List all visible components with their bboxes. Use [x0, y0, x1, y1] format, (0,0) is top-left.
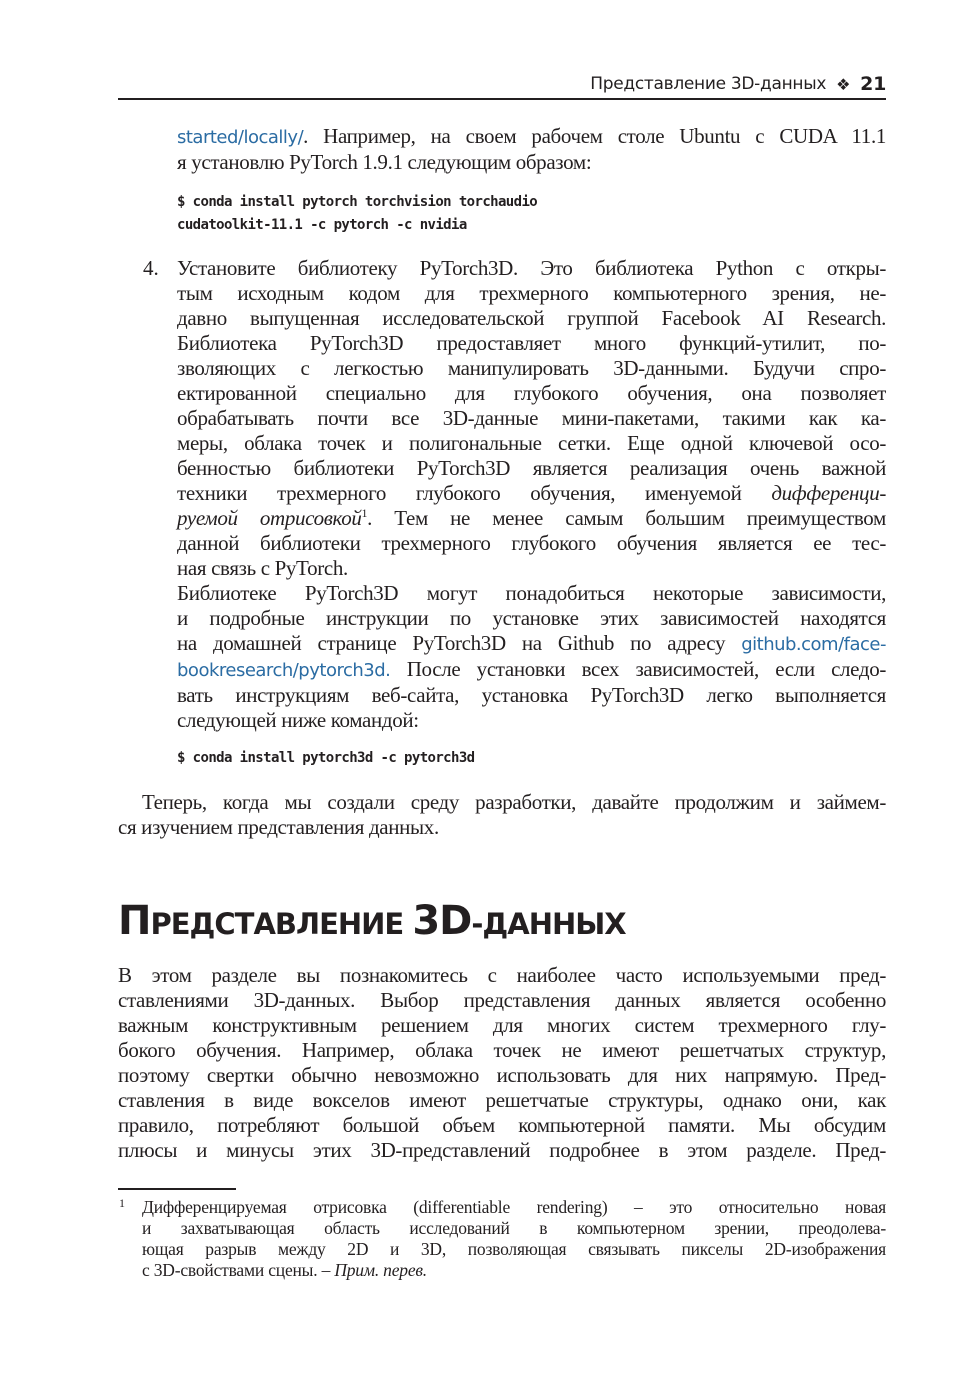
- italic-term: руемой отрисовкой: [177, 506, 362, 530]
- paragraph-line: зволяющих с легкостью манипулировать 3D-данными. Будучи спро-: [177, 356, 886, 380]
- text-run: с 3D-свойствами сцены. –: [142, 1260, 335, 1280]
- paragraph-line: ектированной специально для глубокого обучения, она позволяет: [177, 381, 886, 405]
- paragraph-line: бокого обучения. Например, облака точек не имеют решетчатых структур,: [118, 1038, 886, 1062]
- paragraph-line: Библиотеке PyTorch3D могут понадобиться некоторые зависимости,: [177, 581, 886, 605]
- code-line: $ conda install pytorch torchvision torchaudio: [177, 194, 538, 210]
- paragraph-line: [177, 506, 886, 531]
- text-run: на домашней странице PyTorch3D на Github по адресу: [177, 631, 742, 655]
- list-number: 4.: [143, 256, 159, 280]
- paragraph-line: Теперь, когда мы создали среду разработки, давайте продолжим и займем-: [142, 790, 886, 814]
- paragraph-line: я установлю PyTorch 1.9.1 следующим образом:: [177, 150, 592, 174]
- step3-continuation: [177, 124, 886, 175]
- footnote-text: [142, 1197, 886, 1281]
- paragraph-line: правило, потребляют большой объем компьютерной памяти. Мы обсудим: [118, 1113, 886, 1137]
- page-number: 21: [860, 73, 886, 95]
- footnote-mark: 1: [119, 1196, 125, 1210]
- section-heading: [118, 898, 626, 944]
- paragraph-line: [177, 657, 886, 683]
- footnote-divider: [118, 1188, 236, 1190]
- step4-paragraph: [177, 256, 886, 733]
- code-line: $ conda install pytorch3d -c pytorch3d: [177, 750, 475, 766]
- text-run: техники трехмерного глубокого обучения, именуемой: [177, 481, 772, 505]
- heading-smallcaps: РЕДСТАВЛЕНИЕ: [150, 907, 413, 941]
- heading-smallcaps: -ДАННЫХ: [471, 907, 626, 941]
- paragraph-line: важным конструктивным решением для многих систем трехмерного глу-: [118, 1013, 886, 1037]
- paragraph-line: плюсы и минусы этих 3D-представлений подробнее в этом разделе. Пред-: [118, 1138, 886, 1162]
- paragraph-line: следующей ниже командой:: [177, 708, 419, 732]
- paragraph-line: поэтому свертки обычно невозможно использовать для них напрямую. Пред-: [118, 1063, 886, 1087]
- paragraph-line: [177, 631, 886, 657]
- paragraph-line: Библиотека PyTorch3D предоставляет много функций-утилит, по-: [177, 331, 886, 355]
- paragraph-line: ся изучением представления данных.: [118, 815, 439, 839]
- code-block-pytorch-install: [177, 191, 537, 237]
- github-link-part1[interactable]: github.com/face-: [741, 634, 886, 655]
- paragraph-line: меры, облака точек и полигональные сетки. Еще одной ключевой осо-: [177, 431, 886, 455]
- footnote-reference[interactable]: 1: [361, 506, 368, 520]
- paragraph-line: [177, 481, 886, 506]
- code-block-pytorch3d-install: [177, 747, 475, 770]
- paragraph-line: ставления в виде вокселов имеют решетчатые структуры, однако они, как: [118, 1088, 886, 1112]
- transition-paragraph: [118, 790, 886, 840]
- paragraph-line: данной библиотеки трехмерного глубокого обучения является ее тес-: [177, 531, 886, 555]
- footnote-line: Дифференцируемая отрисовка (differentiable rendering) – это относительно новая: [142, 1197, 886, 1217]
- footnote-line: ющая разрыв между 2D и 3D, позволяющая связывать пикселы 2D-изображения: [142, 1239, 886, 1259]
- paragraph-line: В этом разделе вы познакомитесь с наиболее часто используемыми пред-: [118, 963, 886, 987]
- paragraph-line: [177, 124, 886, 150]
- footnote-line: [142, 1260, 886, 1281]
- heading-initial: П: [118, 898, 151, 944]
- code-line: cudatoolkit-11.1 -c pytorch -c nvidia: [177, 217, 467, 233]
- paragraph-line: и подробные инструкции по установке этих зависимостей находятся: [177, 606, 886, 630]
- paragraph-line: давно выпущенная исследовательской группой Facebook AI Research.: [177, 306, 886, 330]
- text-run: После установки всех зависимостей, если следо-: [390, 657, 886, 681]
- paragraph-line: ная связь с PyTorch.: [177, 556, 348, 580]
- text-run: . Например, на своем рабочем столе Ubuntu с CUDA 11.1: [303, 124, 886, 148]
- running-head: [118, 70, 886, 100]
- italic-term: дифференци-: [771, 481, 886, 505]
- footnote-line: и захватывающая область исследований в компьютерном зрении, преодолева-: [142, 1218, 886, 1238]
- paragraph-line: ставлениями 3D-данных. Выбор представления данных является особенно: [118, 988, 886, 1012]
- heading-3d: 3D: [412, 898, 472, 944]
- paragraph-line: вать инструкциям веб-сайта, установка PyTorch3D легко выполняется: [177, 683, 886, 707]
- translator-note: Прим. перев.: [334, 1260, 427, 1280]
- pytorch-get-started-link[interactable]: started/locally/: [177, 127, 304, 148]
- paragraph-line: Установите библиотеку PyTorch3D. Это библиотека Python с откры-: [177, 256, 886, 280]
- paragraph-line: тым исходным кодом для трехмерного компьютерного зрения, не-: [177, 281, 886, 305]
- github-link-part2[interactable]: bookresearch/pytorch3d.: [177, 660, 391, 681]
- paragraph-line: бенностью библиотеки PyTorch3D является реализация очень важной: [177, 456, 886, 480]
- text-run: . Тем не менее самым большим преимуществом: [367, 506, 886, 530]
- paragraph-line: обрабатывать почти все 3D-данные мини-пакетами, такими как ка-: [177, 406, 886, 430]
- ornament-icon: ❖: [836, 74, 851, 94]
- section-paragraph: [118, 963, 886, 1163]
- running-head-title: Представление 3D-данных: [590, 74, 827, 94]
